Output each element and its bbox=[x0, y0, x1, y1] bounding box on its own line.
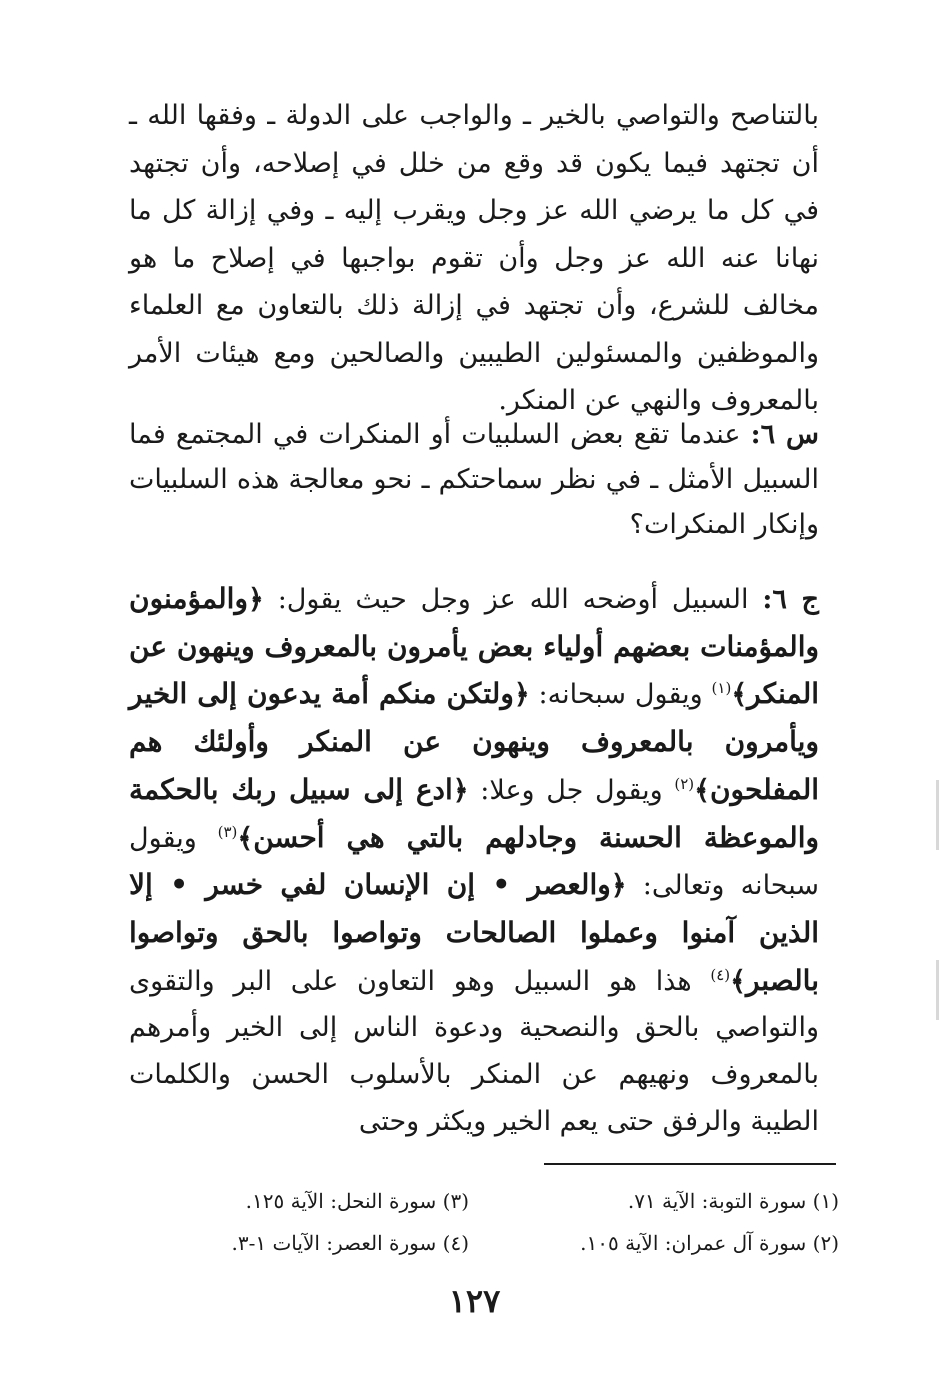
answer-closing: هذا هو السبيل وهو التعاون على البر والتقوى والتواصي بالحق والنصحية ودعوة الناس إلى الخير وأمرهم بالمعروف ونهيهم عن المنكر بالأسلوب الحسن والكلمات الطيبة والرفق حتى يعم الخير ويكثر وحتى bbox=[129, 965, 819, 1137]
answer-connector-2: ويقول جل وعلا: bbox=[480, 774, 663, 806]
answer-label: ج ٦: bbox=[762, 584, 819, 615]
verse-close-bracket: ﴾ bbox=[731, 679, 748, 711]
footnote-1: (١) سورة التوبة: الآية ٧١. bbox=[627, 1189, 839, 1213]
verse-open-bracket: ﴿ bbox=[452, 774, 469, 806]
footnote-4: (٤) سورة العصر: الآيات ١-٣. bbox=[231, 1231, 469, 1255]
verse-close-bracket: ﴾ bbox=[730, 965, 746, 997]
verse-open-bracket: ﴿ bbox=[610, 870, 627, 902]
question-label: س ٦: bbox=[750, 419, 820, 450]
footnotes-column-left bbox=[129, 1180, 469, 1264]
verse-close-bracket: ﴾ bbox=[694, 774, 710, 806]
answer-intro: السبيل أوضحه الله عز وجل حيث يقول: bbox=[277, 584, 749, 615]
scan-artifact bbox=[936, 780, 939, 850]
question-paragraph bbox=[129, 412, 819, 547]
scan-artifact bbox=[936, 960, 939, 1020]
footnotes-column-right bbox=[499, 1180, 839, 1264]
footnote-3: (٣) سورة النحل: الآية ١٢٥. bbox=[245, 1189, 469, 1213]
footnote-ref-2: (٢) bbox=[674, 774, 695, 793]
footnote-ref-3: (٣) bbox=[217, 822, 238, 841]
quran-verse-3: ادع إلى سبيل ربك بالحكمة والموعظة الحسنة وجادلهم بالتي هي أحسن bbox=[129, 772, 819, 854]
page-number: ١٢٧ bbox=[448, 1282, 501, 1320]
quran-verse-1: والمؤمنون والمؤمنات بعضهم أولياء بعض يأمرون بالمعروف وينهون عن المنكر bbox=[129, 582, 819, 711]
footnote-2: (٢) سورة آل عمران: الآية ١٠٥. bbox=[580, 1231, 839, 1255]
intro-paragraph: بالتناصح والتواصي بالخير ـ والواجب على الدولة ـ وفقها الله ـ أن تجتهد فيما يكون قد وقع من خلل في إصلاحه، وأن تجتهد في كل ما يرضي الله عز وجل ويقرب إليه ـ وفي إزالة كل ما نهانا عنه الله عز وجل وأن تقوم بواجبها في إصلاح ما هو مخالف للشرع، وأن تجتهد في إزالة ذلك بالتعاون مع العلماء والموظفين والمسئولين الطيبين والصالحين ومع هيئات الأمر بالمعروف والنهي عن المنكر. bbox=[129, 100, 819, 416]
verse-open-bracket: ﴿ bbox=[247, 584, 264, 615]
answer-connector-1: ويقول سبحانه: bbox=[538, 679, 703, 711]
answer-paragraph bbox=[129, 576, 819, 1145]
question-text: عندما تقع بعض السلبيات أو المنكرات في المجتمع فما السبيل الأمثل ـ في نظر سماحتكم ـ نحو معالجة هذه السلبيات وإنكار المنكرات؟ bbox=[129, 419, 819, 540]
footnote-ref-1: (١) bbox=[711, 679, 732, 698]
quran-verse-4: والعصر • إن الإنسان لفي خسر • إلا الذين آمنوا وعملوا الصالحات وتواصوا بالحق وتواصوا بالصبر bbox=[129, 868, 819, 997]
quran-verse-2: ولتكن منكم أمة يدعون إلى الخير ويأمرون بالمعروف وينهون عن المنكر وأولئك هم المفلحون bbox=[129, 677, 820, 806]
verse-open-bracket: ﴿ bbox=[513, 679, 530, 711]
footnote-ref-4: (٤) bbox=[710, 965, 731, 984]
verse-close-bracket: ﴾ bbox=[237, 822, 254, 854]
footnote-divider bbox=[544, 1163, 836, 1165]
answer-connector-3: ويقول سبحانه وتعالى: bbox=[129, 822, 819, 902]
